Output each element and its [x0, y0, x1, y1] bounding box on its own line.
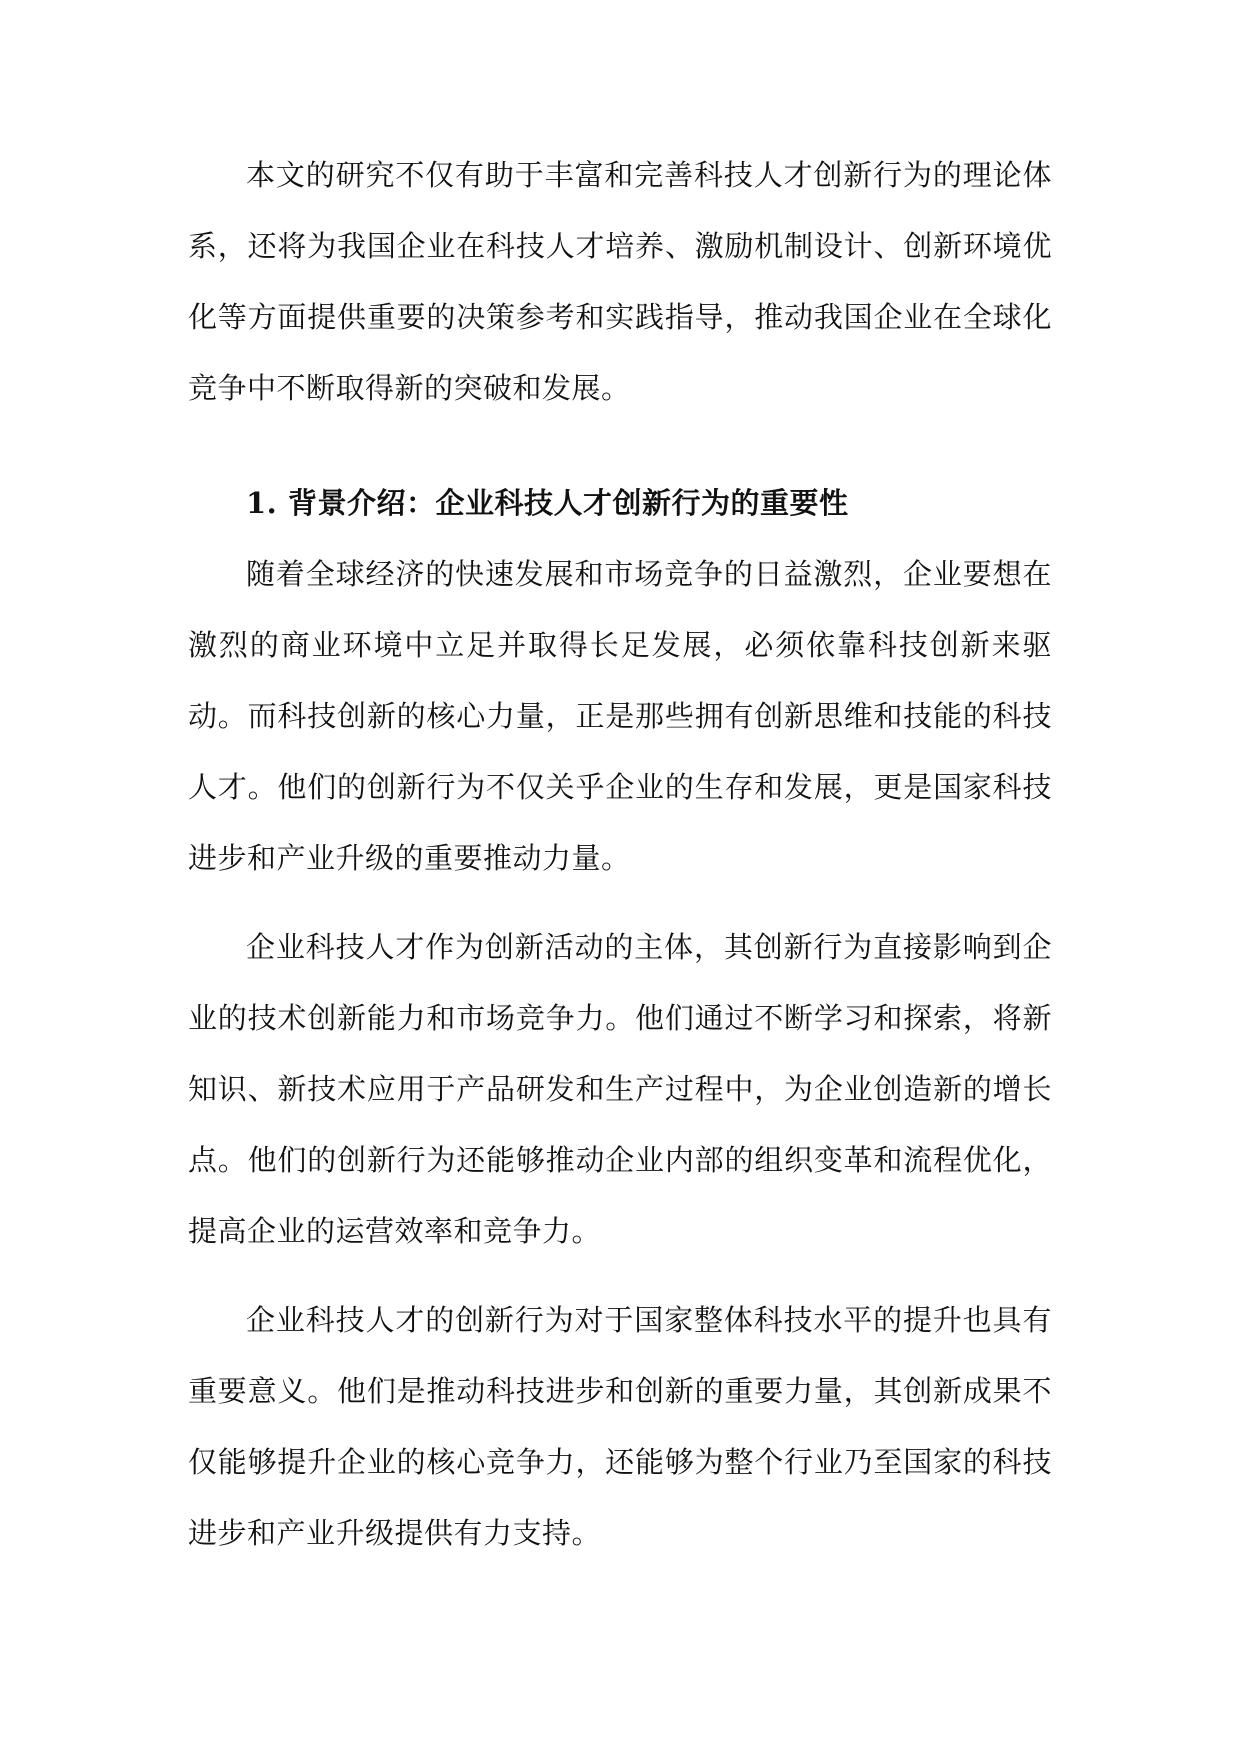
section-title: 背景介绍：企业科技人才创新行为的重要性: [288, 486, 849, 520]
intro-paragraph: 本文的研究不仅有助于丰富和完善科技人才创新行为的理论体系，还将为我国企业在科技人才培养、激励机制设计、创新环境优化等方面提供重要的决策参考和实践指导，推动我国企业在全球化竞争中不断取得新的突破和发展。: [188, 158, 1052, 405]
section-heading: [188, 468, 1052, 539]
section-paragraph-3: 企业科技人才的创新行为对于国家整体科技水平的提升也具有重要意义。他们是推动科技进步和创新的重要力量，其创新成果不仅能够提升企业的核心竞争力，还能够为整个行业乃至国家的科技进步和产业升级提供有力支持。: [188, 1303, 1052, 1550]
document-body: [188, 140, 1052, 1569]
section-paragraph-1: 随着全球经济的快速发展和市场竞争的日益激烈，企业要想在激烈的商业环境中立足并取得长足发展，必须依靠科技创新来驱动。而科技创新的核心力量，正是那些拥有创新思维和技能的科技人才。他们的创新行为不仅关乎企业的生存和发展，更是国家科技进步和产业升级的重要推动力量。: [188, 557, 1052, 875]
section-paragraph-2: 企业科技人才作为创新活动的主体，其创新行为直接影响到企业的技术创新能力和市场竞争力。他们通过不断学习和探索，将新知识、新技术应用于产品研发和生产过程中，为企业创造新的增长点。他们的创新行为还能够推动企业内部的组织变革和流程优化，提高企业的运营效率和竞争力。: [188, 930, 1052, 1248]
section-number: 1.: [246, 486, 278, 520]
